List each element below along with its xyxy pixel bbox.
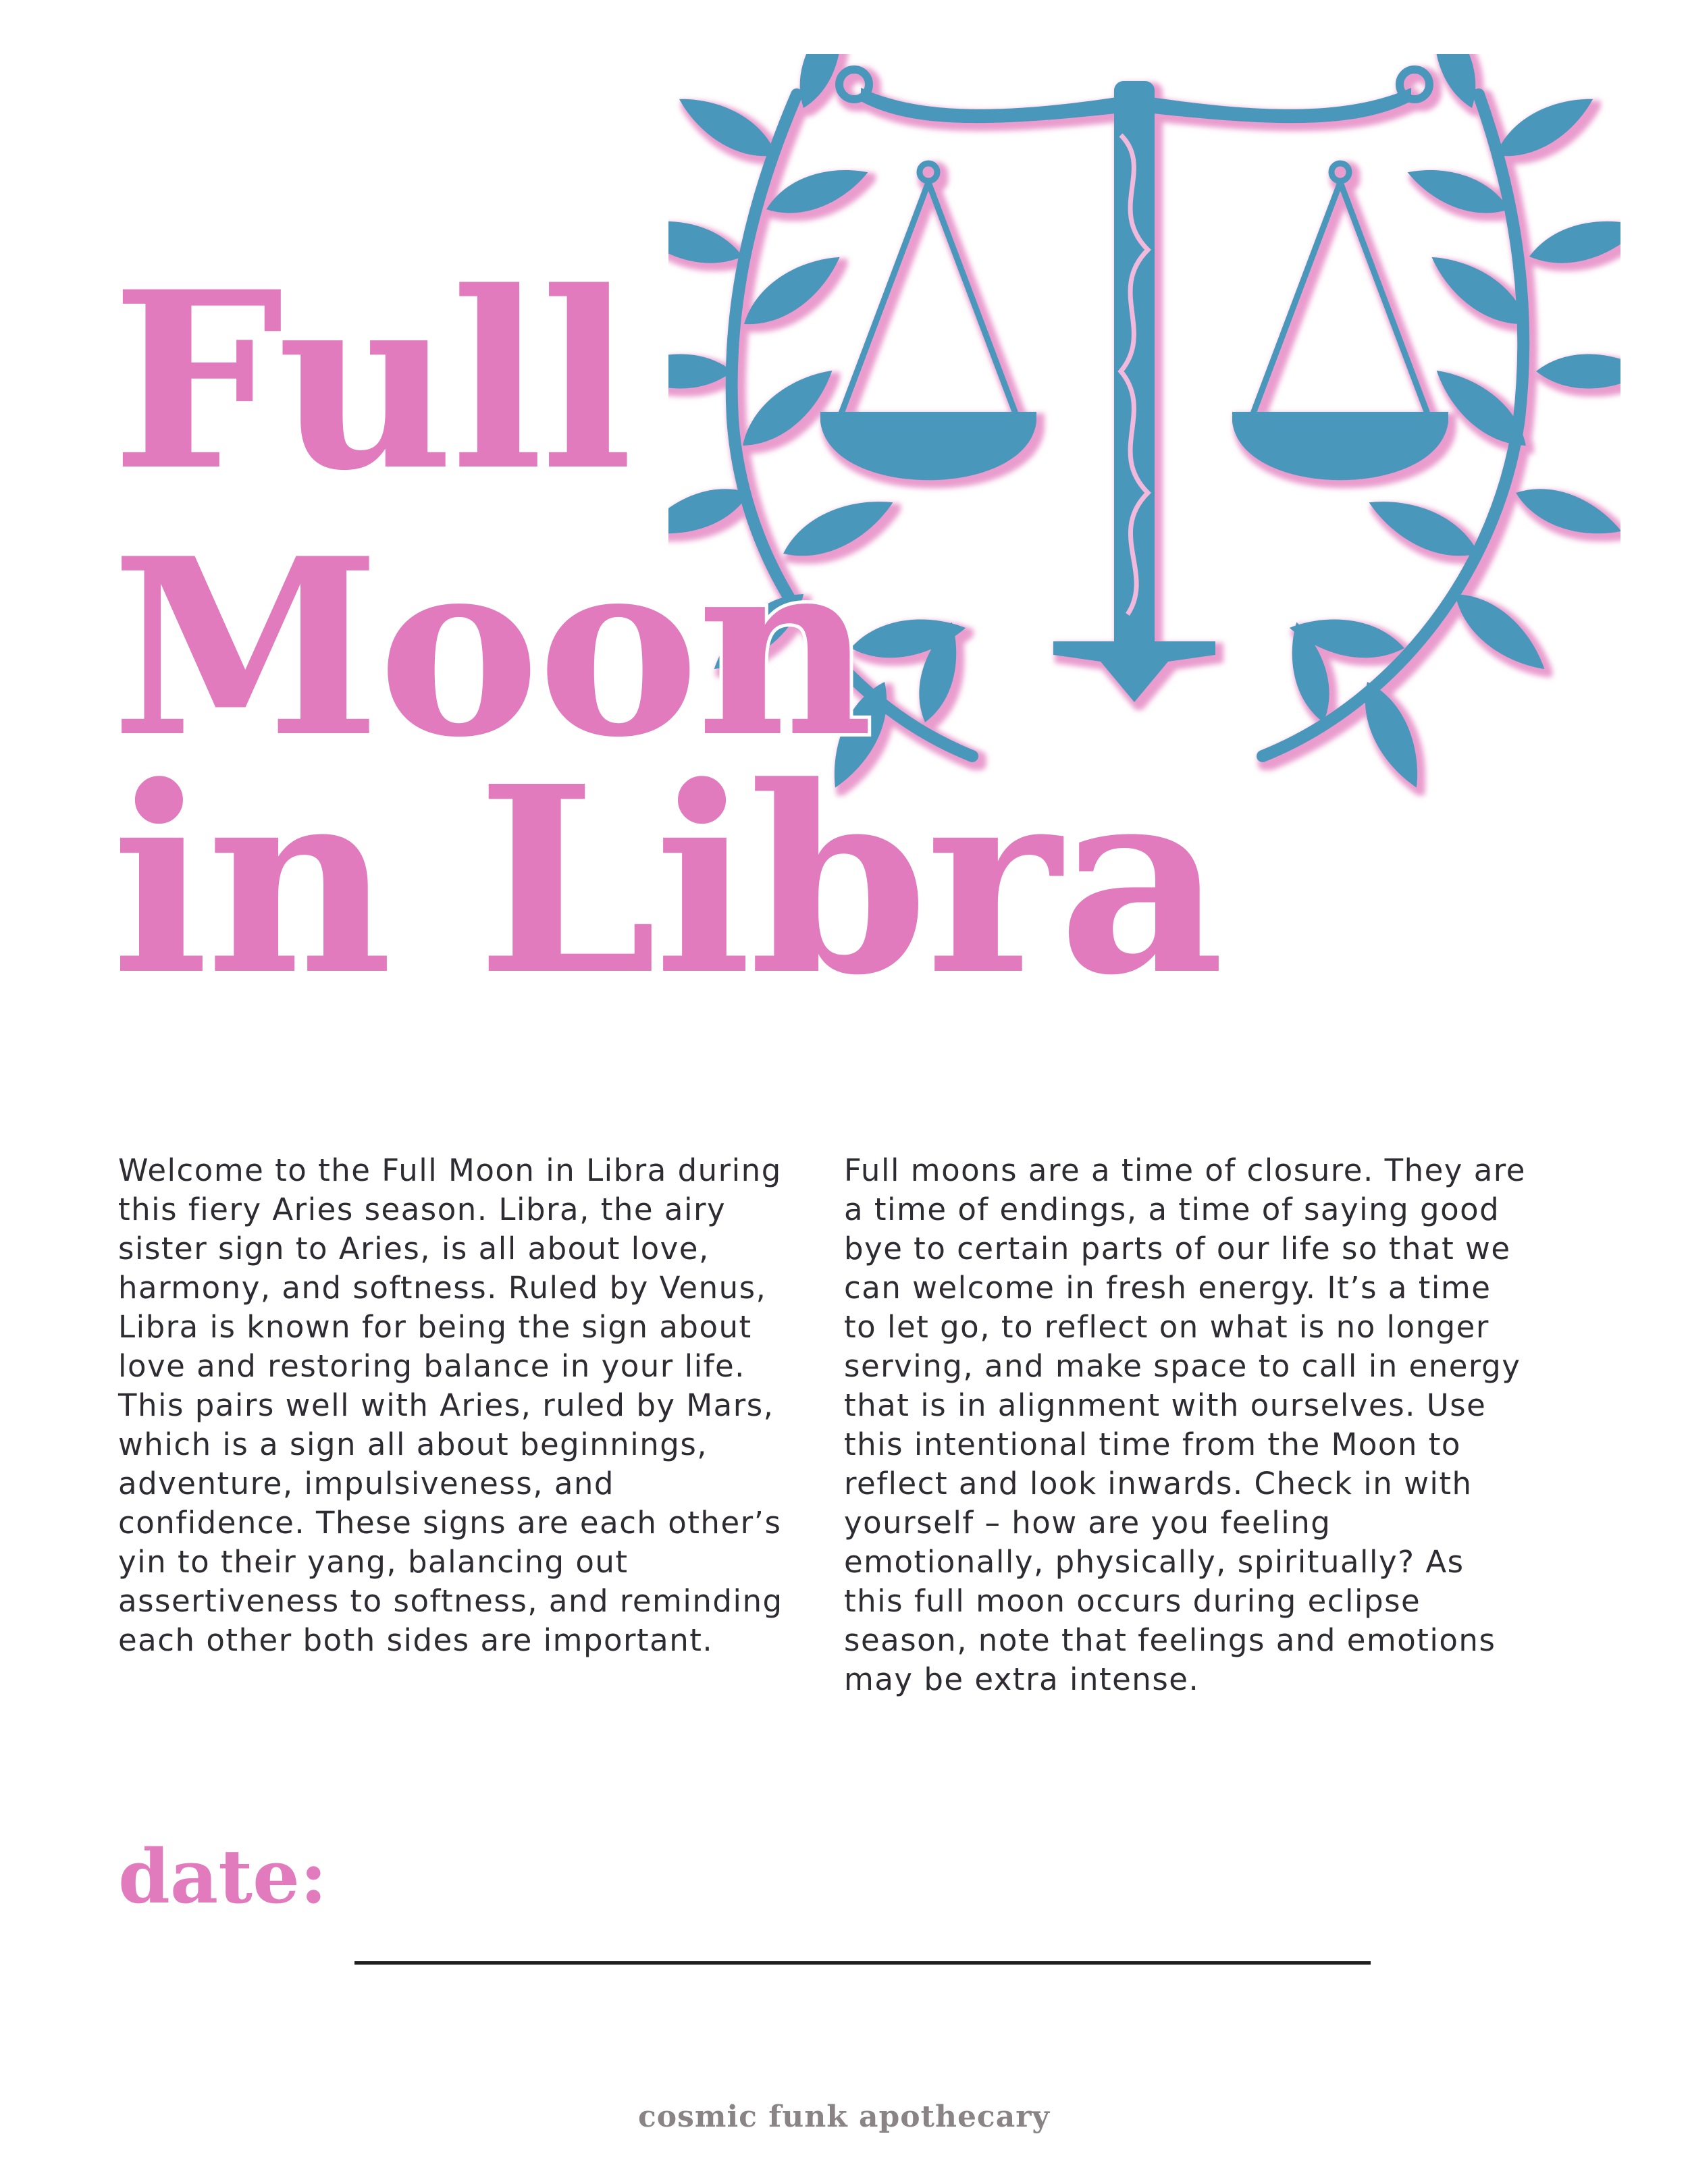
date-label: date: [118,1833,327,1920]
title-line-2: Moon [111,505,871,791]
date-write-line[interactable] [354,1961,1371,1965]
intro-paragraph: Welcome to the Full Moon in Libra during this fiery Aries season. Libra, the airy sister sign to Aries, is all about love, harmony, and softness. Ruled by Venus, Libra is known for being the sign about love and restoring balance in your life. This pairs well with Aries, ruled by Mars, which is a sign all about beginnings, adventure, impulsiveness, and confidence. These signs are each other’s yin to their yang, balancing out assertiveness to softness, and reminding each other both sides are important. [118,1152,783,1658]
footer-brand: cosmic funk apothecary [638,2100,1050,2134]
balance-scales [820,70,1448,702]
closure-paragraph: Full moons are a time of closure. They are a time of endings, a time of saying good bye to certain parts of our life so that we can welcome in fresh energy. It’s a time to let go, to reflect on what is no longer serving, and make space to call in energy that is in alignment with ourselves. Use this intentional time from the Moon to reflect and look inwards. Check in with yourself – how are you feeling emotionally, physically, spiritually? As this full moon occurs during eclipse season, note that feelings and emotions may be extra intense. [844,1152,1526,1697]
title-line-3: in Libra [111,730,1222,1032]
title-line-1: Full [111,238,631,524]
